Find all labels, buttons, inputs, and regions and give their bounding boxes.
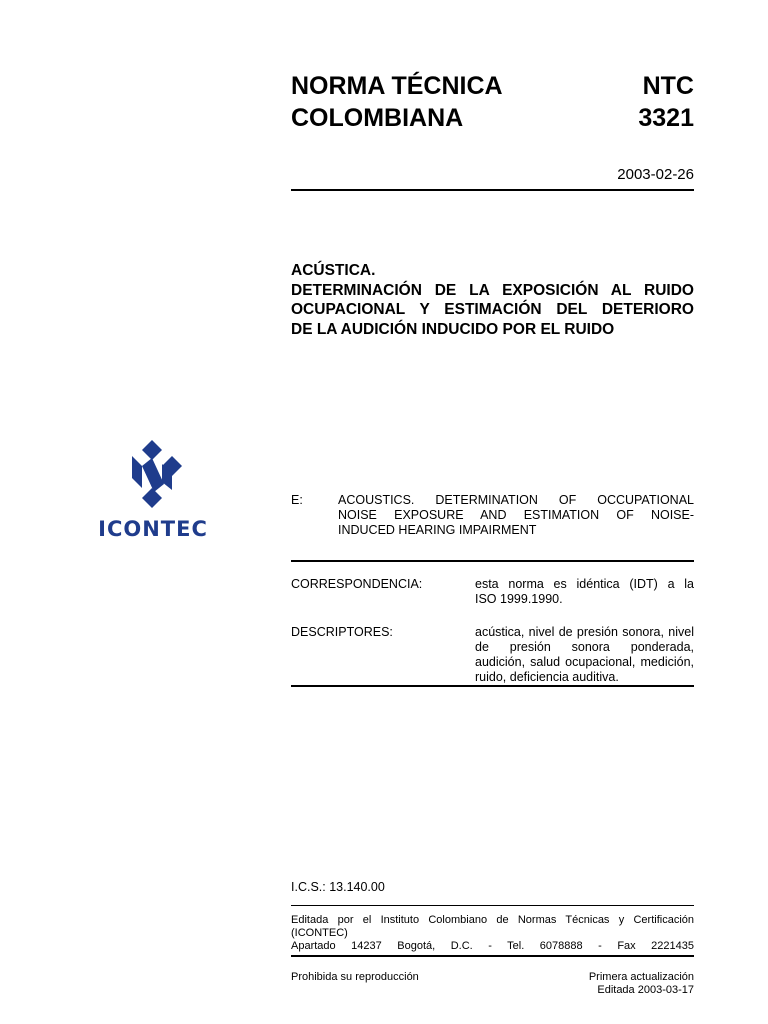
document-title — [291, 261, 694, 339]
english-title-line1: ACOUSTICS. DETERMINATION OF OCCUPATIONAL — [338, 493, 694, 507]
edition-info — [291, 914, 694, 953]
english-title-prefix: E: — [291, 493, 303, 507]
descriptores-line2: de presión sonora ponderada, — [475, 640, 694, 654]
title-line4: DE LA AUDICIÓN INDUCIDO POR EL RUIDO — [291, 320, 615, 338]
title-line3: OCUPACIONAL Y ESTIMACIÓN DEL DETERIORO — [291, 301, 694, 318]
standard-title-line1: NORMA TÉCNICA — [291, 72, 503, 100]
correspondencia-line1: esta norma es idéntica (IDT) a la — [475, 577, 694, 591]
edition-line2: Apartado 14237 Bogotá, D.C. - Tel. 6078888 - Fax 2221435 — [291, 940, 694, 952]
edition-notice — [589, 971, 694, 997]
standard-code-line2: 3321 — [638, 104, 694, 132]
icontec-logo — [96, 438, 210, 541]
english-title — [338, 493, 694, 538]
title-line2: DETERMINACIÓN DE LA EXPOSICIÓN AL RUIDO — [291, 281, 694, 299]
standard-title — [291, 70, 503, 134]
descriptores-line4: ruido, deficiencia auditiva. — [475, 670, 619, 684]
ics-divider — [291, 905, 694, 906]
english-title-divider — [291, 560, 694, 562]
correspondencia-value — [475, 577, 694, 607]
edition-line1: Editada por el Instituto Colombiano de Normas Técnicas y Certificación (ICONTEC) — [291, 914, 694, 939]
icontec-emblem-icon — [96, 438, 210, 510]
publication-date: 2003-02-26 — [617, 166, 694, 183]
descriptores-line3: audición, salud ocupacional, medición, — [475, 655, 694, 669]
descriptores-divider — [291, 685, 694, 687]
descriptores-line1: acústica, nivel de presión sonora, nivel — [475, 625, 694, 639]
standard-code — [638, 70, 694, 134]
english-title-line2: NOISE EXPOSURE AND ESTIMATION OF NOISE- — [338, 508, 694, 522]
ics-code: I.C.S.: 13.140.00 — [291, 880, 385, 894]
descriptores-label: DESCRIPTORES: — [291, 625, 393, 639]
reproduction-notice: Prohibida su reproducción — [291, 971, 419, 983]
edition-notice-line1: Primera actualización — [588, 971, 694, 983]
edition-notice-line2: Editada 2003-03-17 — [597, 984, 694, 996]
correspondencia-line2: ISO 1999.1990. — [475, 592, 563, 606]
footer-divider — [291, 955, 694, 957]
standard-code-line1: NTC — [642, 72, 694, 100]
descriptores-value — [475, 625, 694, 685]
correspondencia-label: CORRESPONDENCIA: — [291, 577, 423, 591]
logo-text: ICONTEC — [98, 517, 208, 541]
standard-title-line2: COLOMBIANA — [291, 104, 464, 132]
title-line1: ACÚSTICA. — [291, 262, 376, 279]
english-title-line3: INDUCED HEARING IMPAIRMENT — [338, 523, 537, 537]
header-divider — [291, 189, 694, 191]
